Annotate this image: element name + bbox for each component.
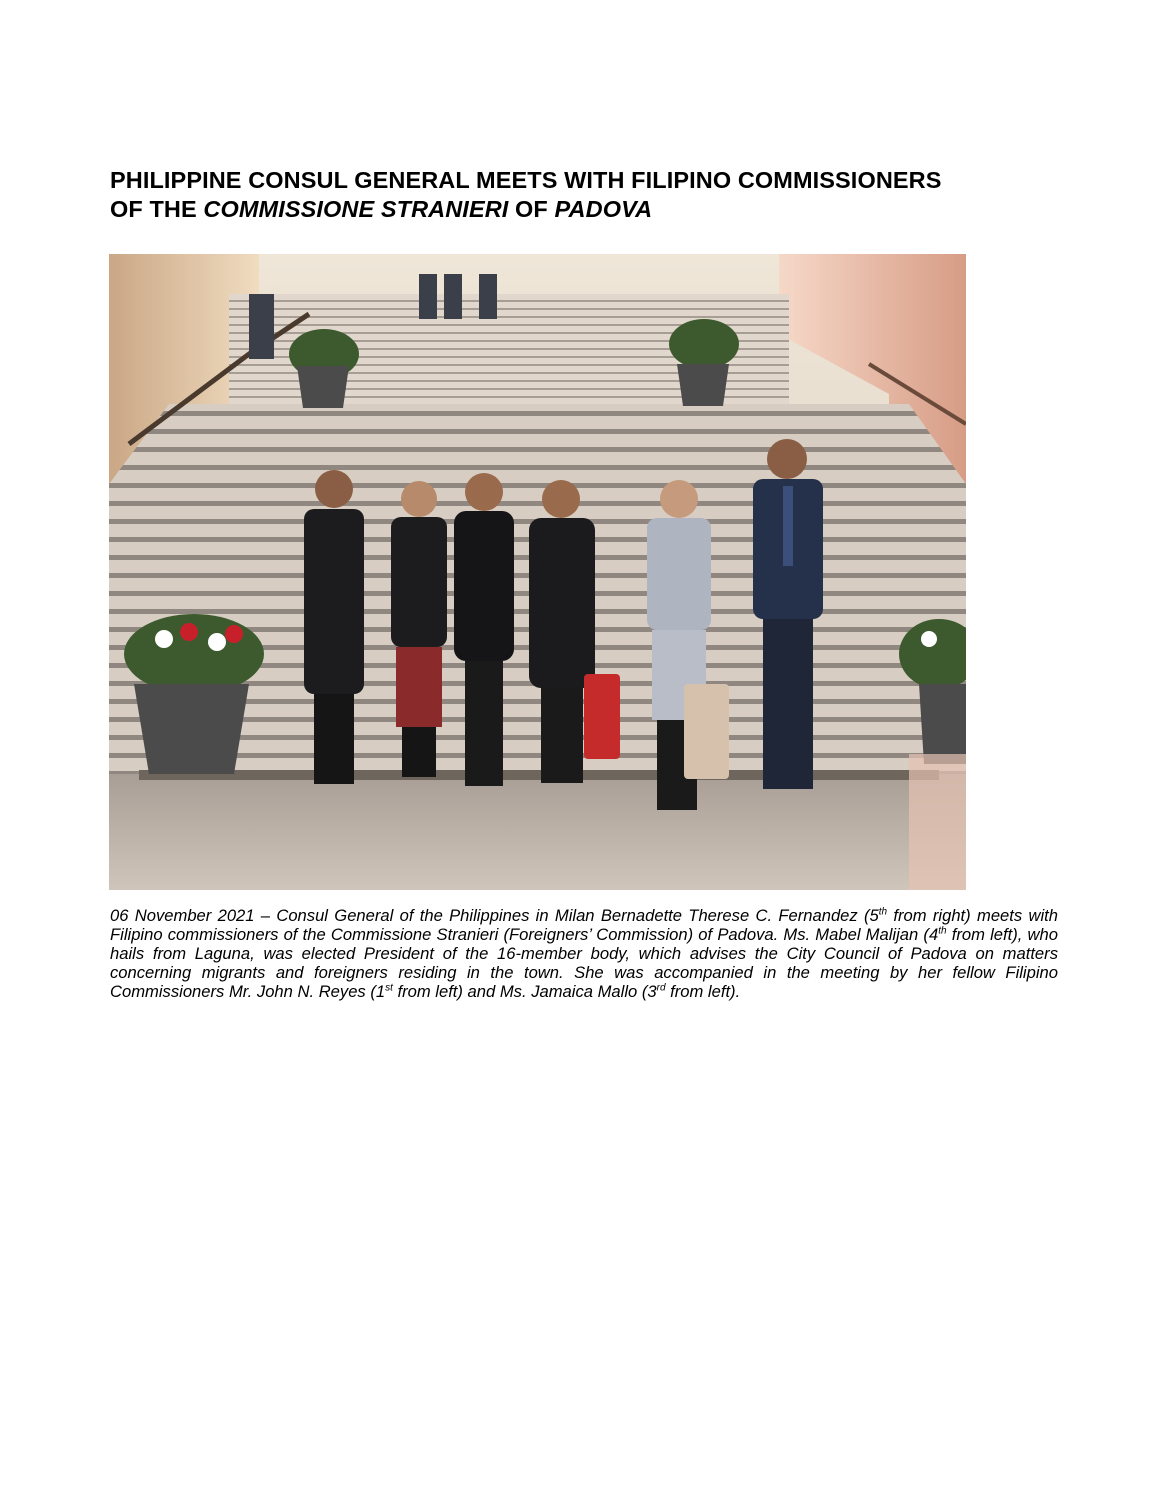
photo-caption — [110, 906, 1058, 1001]
caption-part-5: from left). — [665, 982, 741, 1001]
caption-part-3: from left), who hails from Laguna, was elected President of the 16-member body, which advises the City Council of Padova on matters concerning migrants and foreigners residing in the town. She was accompanied in the meeting by her fellow Filipino Commissioners Mr. John N. Reyes (1 — [110, 925, 1058, 1001]
headline-line-2d: PADOVA — [554, 196, 653, 222]
headline — [110, 166, 1070, 224]
caption-part-1: 06 November 2021 – Consul General of the Philippines in Milan Bernadette Therese C. Fernandez (5 — [110, 906, 879, 925]
group-photo — [109, 254, 966, 890]
headline-line-2c: OF — [508, 196, 555, 222]
caption-sup-3: st — [385, 982, 393, 994]
caption-sup-1: th — [878, 906, 888, 918]
headline-line-2b: COMMISSIONE STRANIERI — [203, 196, 509, 222]
caption-part-2: from right) meets with Filipino commissioners of the Commissione Stranieri (Foreigners’ Commission) of Padova. Ms. Mabel Malijan (4 — [110, 906, 1058, 944]
caption-part-4: from left) and Ms. Jamaica Mallo (3 — [392, 982, 657, 1001]
headline-line-2a: OF THE — [110, 196, 204, 222]
headline-line-1: PHILIPPINE CONSUL GENERAL MEETS WITH FILIPINO COMMISSIONERS — [110, 167, 942, 193]
caption-sup-2: th — [938, 925, 947, 937]
caption-sup-4: rd — [656, 982, 666, 994]
